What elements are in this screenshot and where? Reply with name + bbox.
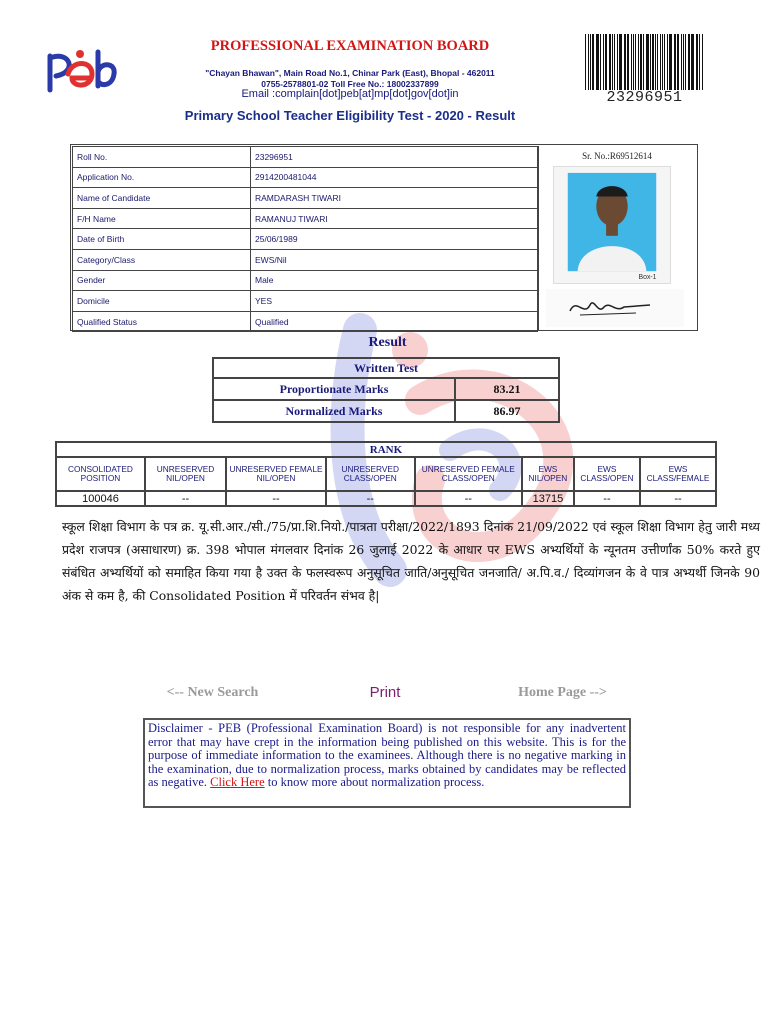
rank-value: -- xyxy=(226,491,326,506)
result-row xyxy=(213,378,559,400)
barcode-bar xyxy=(619,34,620,90)
barcode-bar xyxy=(657,34,658,90)
barcode-bar xyxy=(699,34,700,90)
rank-column-header: CONSOLIDATED POSITION xyxy=(56,457,145,491)
candidate-field-label: Name of Candidate xyxy=(73,188,251,209)
result-heading: Result xyxy=(368,335,407,350)
barcode-bar xyxy=(691,34,692,90)
candidate-photo xyxy=(553,166,671,284)
candidate-field-value: Male xyxy=(251,270,538,291)
rank-column-header: UNRESERVED CLASS/OPEN xyxy=(326,457,415,491)
candidate-field-label: Qualified Status xyxy=(73,311,251,332)
rank-column-header: EWS CLASS/FEMALE xyxy=(640,457,716,491)
barcode-bar xyxy=(669,34,670,90)
barcode-bar xyxy=(640,34,642,90)
barcode-bar xyxy=(588,34,589,90)
ews-note: स्कूल शिक्षा विभाग के पत्र क्र. यू.सी.आर./सी./75/प्रा.शि.नियो./पात्रता परीक्षा/2022/1893 दिनांक 21/09/2022 एवं स्कूल शिक्षा विभाग हेतु जारी मध्य प्रदेश राजपत्र (असाधारण) क्र. 398 भोपाल मंगलवार दिनांक 26 जुलाई 2022 के आधार पर EWS अभ्यर्थियों के न्यूनतम उत्तीर्णांक 50% करते हुए संबंधित अभ्यर्थियों को समाहित किया गया है उक्त के फलस्वरूप अनुसूचित जाति/अनुसूचित जनजाति/ अ.पि.व./ दिव्यांगजन के वे पात्र अभ्यर्थी जिनके 90 अंक से कम है, की Consolidated Position में परिवर्तन संभव है| xyxy=(62,519,760,603)
candidate-row xyxy=(73,188,538,209)
candidate-field-value: 25/06/1989 xyxy=(251,229,538,250)
candidate-field-label: Gender xyxy=(73,270,251,291)
phone-line: 0755-2578801-02 Toll Free No.: 18002337899 xyxy=(261,79,439,89)
rank-value: -- xyxy=(326,491,415,506)
barcode-bar xyxy=(638,34,639,90)
barcode-bar xyxy=(655,34,656,90)
candidate-row xyxy=(73,249,538,270)
org-address xyxy=(130,68,570,90)
barcode-bar xyxy=(650,34,651,90)
barcode-bar xyxy=(683,34,684,90)
org-title: PROFESSIONAL EXAMINATION BOARD xyxy=(210,38,490,54)
barcode-number: 23296951 xyxy=(606,89,683,106)
candidate-row xyxy=(73,229,538,250)
barcode-bar xyxy=(631,34,632,90)
candidate-field-value: RAMANUJ TIWARI xyxy=(251,208,538,229)
barcode-image xyxy=(585,34,704,90)
candidate-field-value: YES xyxy=(251,291,538,312)
barcode-bar xyxy=(628,34,629,90)
rank-column-header: UNRESERVED NIL/OPEN xyxy=(145,457,226,491)
result-row xyxy=(213,400,559,422)
rank-value: -- xyxy=(640,491,716,506)
rank-table xyxy=(55,441,717,507)
exam-title: Primary School Teacher Eligibility Test - 2020 - Result xyxy=(184,108,516,123)
barcode-bar xyxy=(617,34,618,90)
result-label: Proportionate Marks xyxy=(213,378,455,400)
barcode-bar xyxy=(603,34,604,90)
rank-value: -- xyxy=(415,491,522,506)
result-table xyxy=(212,357,560,423)
candidate-row xyxy=(73,291,538,312)
candidate-table xyxy=(72,146,538,332)
candidate-row xyxy=(73,270,538,291)
candidate-field-label: Application No. xyxy=(73,167,251,188)
candidate-field-value: EWS/Nil xyxy=(251,249,538,270)
barcode-bar xyxy=(702,34,703,90)
home-page-link[interactable]: Home Page --> xyxy=(518,685,607,700)
address-line: "Chayan Bhawan", Main Road No.1, Chinar Park (East), Bhopal - 462011 xyxy=(205,68,495,78)
barcode-bar xyxy=(605,34,606,90)
barcode-bar xyxy=(652,34,654,90)
candidate-field-value: 23296951 xyxy=(251,147,538,168)
candidate-row xyxy=(73,147,538,168)
rank-value: -- xyxy=(574,491,640,506)
rank-column-header: EWS NIL/OPEN xyxy=(522,457,574,491)
candidate-field-label: Category/Class xyxy=(73,249,251,270)
barcode-bar xyxy=(620,34,621,90)
barcode-bar xyxy=(643,34,644,90)
result-value: 83.21 xyxy=(455,378,559,400)
candidate-field-label: Date of Birth xyxy=(73,229,251,250)
barcode-bar xyxy=(590,34,591,90)
disclaimer-box xyxy=(143,718,631,808)
rank-value: 100046 xyxy=(56,491,145,506)
candidate-field-label: F/H Name xyxy=(73,208,251,229)
barcode-bar xyxy=(614,34,615,90)
barcode-bar xyxy=(660,34,661,90)
rank-column-header: UNRESERVED FEMALE CLASS/OPEN xyxy=(415,457,522,491)
barcode-bar xyxy=(677,34,678,90)
rank-column-header: EWS CLASS/OPEN xyxy=(574,457,640,491)
barcode-bar xyxy=(600,34,601,90)
barcode-bar xyxy=(697,34,698,90)
barcode-bar xyxy=(692,34,693,90)
rank-title: RANK xyxy=(56,442,716,457)
candidate-field-label: Domicile xyxy=(73,291,251,312)
barcode-bar xyxy=(685,34,686,90)
org-email: Email :complain[dot]peb[at]mp[dot]gov[dot]in xyxy=(241,88,459,100)
barcode-bar xyxy=(635,34,636,90)
barcode-bar xyxy=(678,34,679,90)
barcode-bar xyxy=(667,34,668,90)
barcode-bar xyxy=(627,34,628,90)
barcode-bar xyxy=(592,34,594,90)
candidate-row xyxy=(73,208,538,229)
barcode-bar xyxy=(674,34,675,90)
barcode-bar xyxy=(624,34,626,90)
candidate-field-label: Roll No. xyxy=(73,147,251,168)
photo-caption: Box-1 xyxy=(638,274,657,282)
barcode-bar xyxy=(633,34,634,90)
barcode-bar xyxy=(646,34,647,90)
result-label: Normalized Marks xyxy=(213,400,455,422)
candidate-field-value: RAMDARASH TIWARI xyxy=(251,188,538,209)
candidate-field-value: 2914200481044 xyxy=(251,167,538,188)
result-value: 86.97 xyxy=(455,400,559,422)
barcode-bar xyxy=(670,34,672,90)
candidate-row xyxy=(73,311,538,332)
written-test-header: Written Test xyxy=(213,358,559,378)
barcode-bar xyxy=(696,34,697,90)
peb-logo xyxy=(42,46,118,94)
barcode-bar xyxy=(597,34,598,90)
barcode-bar xyxy=(585,34,586,90)
normalization-link[interactable]: Click Here xyxy=(210,775,265,790)
barcode-bar xyxy=(647,34,648,90)
new-search-link[interactable]: <-- New Search xyxy=(166,685,259,700)
barcode-bar xyxy=(681,34,682,90)
barcode-bar xyxy=(664,34,665,90)
barcode-bar xyxy=(609,34,611,90)
rank-column-header: UNRESERVED FEMALE NIL/OPEN xyxy=(226,457,326,491)
barcode-bar xyxy=(596,34,597,90)
candidate-row xyxy=(73,167,538,188)
barcode-bar xyxy=(662,34,663,90)
candidate-signature xyxy=(540,287,690,329)
barcode-bar xyxy=(606,34,607,90)
disclaimer-text-end: to know more about normalization process. xyxy=(264,775,485,790)
rank-value: 13715 xyxy=(522,491,574,506)
barcode-bar xyxy=(688,34,690,90)
candidate-field-value: Qualified xyxy=(251,311,538,332)
disclaimer-text: Disclaimer - PEB (Professional Examination Board) is not responsible for any inadvertent error that may have crept in the information being published on this website. This is for the purpose of immediate information to the examinees. Although there is no negative marking in the examination, due to normalization process, marks obtained by candidates may be reflected as negative. xyxy=(148,721,626,790)
barcode-bar xyxy=(612,34,613,90)
rank-value: -- xyxy=(145,491,226,506)
print-link[interactable]: Print xyxy=(369,684,401,701)
serial-number: Sr. No.:R69512614 xyxy=(582,151,652,161)
